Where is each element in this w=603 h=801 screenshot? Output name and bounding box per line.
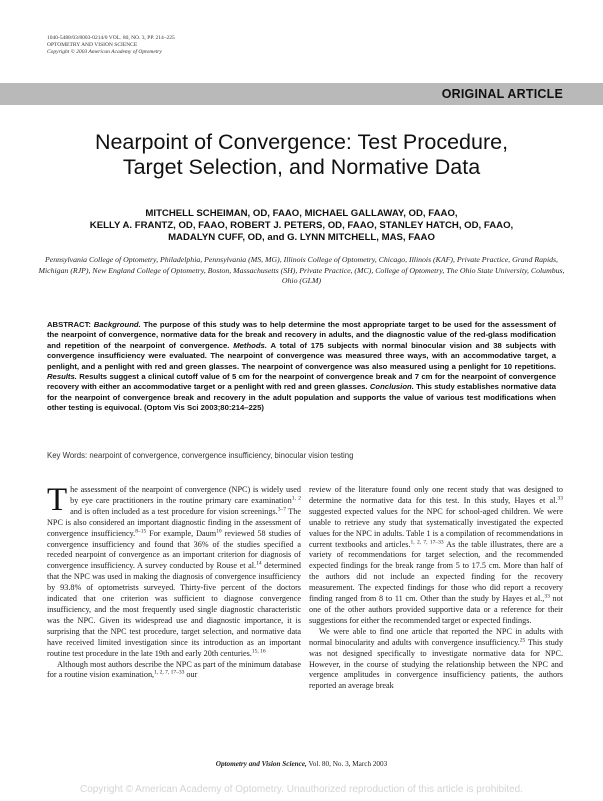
article-title xyxy=(20,130,583,180)
body-text: suggested expected values for the NPC for school-aged children. We were unable to retrieve any study that systematically investigated the expected values for the NPC in adults. Table 1 is a compilation of recommendations in current textbooks and articles. xyxy=(309,506,563,549)
citation: 1, 2, 7, 17–33 xyxy=(154,669,185,676)
body-text: The NPC is also considered an important diagnostic finding in the assessment of convergence insufficiency. xyxy=(47,506,301,538)
body-paragraph xyxy=(47,482,301,660)
citation: 25 xyxy=(519,636,526,643)
abstract-methods-label: Methods. xyxy=(233,340,267,350)
abstract-background-label: Background. xyxy=(93,320,141,329)
drop-cap: T xyxy=(47,482,68,518)
author-line-2: KELLY A. FRANTZ, OD, FAAO, ROBERT J. PETERS, OD, FAAO, STANLEY HATCH, OD, FAAO, xyxy=(89,220,514,231)
author-list xyxy=(30,208,573,244)
body-column-left xyxy=(47,482,301,681)
page-footer xyxy=(0,760,603,768)
section-label: ORIGINAL ARTICLE xyxy=(441,87,563,101)
footer-issue: Vol. 80, No. 3, March 2003 xyxy=(306,760,388,768)
body-text: not one of the other authors provided supportive data or a reference for their suggestions for either the recommended target or expected findings. xyxy=(309,594,563,625)
body-text: and is often included as a test procedure for vision screenings. xyxy=(70,506,278,516)
body-text: our xyxy=(184,670,198,680)
abstract-label: ABSTRACT: xyxy=(47,320,91,329)
abstract xyxy=(47,320,556,414)
citation: 8–15 xyxy=(135,527,147,534)
copyright-line: Copyright © 2003 American Academy of Optometry xyxy=(47,49,162,55)
body-text: review of the literature found only one recent study that was designed to determine the normative data for this test. In this study, Hayes et al. xyxy=(309,485,563,505)
keywords: Key Words: nearpoint of convergence, convergence insufficiency, binocular vision testing xyxy=(47,451,354,460)
affiliations: Pennsylvania College of Optometry, Philadelphia, Pennsylvania (MS, MG), Illinois College of Optometry, Chicago, Illinois (KAF), Private Practice, Grand Rapids, Michigan (RJP), New England College of Optometry, Boston, Massachusetts (SH), Private Practice, (MC), College of Optometry, The Ohio State University, Columbus, Ohio (GLM) xyxy=(38,255,565,285)
body-text: he assessment of the nearpoint of convergence (NPC) is widely used by eye care practitioners in the routine primary care examination xyxy=(70,485,301,505)
abstract-results-text: Results suggest a clinical cutoff value of 5 cm for the nearpoint of convergence break and 7 cm for the nearpoint of convergence recovery with either an accommodative target or a penlight with red and green glasses. xyxy=(47,372,556,392)
abstract-results-label: Results. xyxy=(47,372,77,382)
body-text: We were able to find one article that reported the NPC in adults with normal binocularity and adults with convergence insufficiency. xyxy=(309,626,563,647)
body-paragraph xyxy=(47,660,301,682)
abstract-background-text: The purpose of this study was to help determine the most appropriate target to be used for the assessment of the nearpoint of convergence, normative data for the break and recovery in adults, and the diagnostic value of the red-glass modification and repetition of the nearpoint of convergence. xyxy=(47,320,557,350)
citation: 3–7 xyxy=(277,506,286,513)
body-text: Although most authors describe the NPC as part of the minimum database for a routine vision examination, xyxy=(47,659,301,680)
author-line-1: MITCHELL SCHEIMAN, OD, FAAO, MICHAEL GALLAWAY, OD, FAAO, xyxy=(145,208,458,219)
header-meta xyxy=(47,35,347,56)
title-line-2: Target Selection, and Normative Data xyxy=(122,155,481,179)
body-text: reviewed 58 studies of convergence insufficiency and found that 36% of the studies specified a receded nearpoint of convergence as an important criterion for diagnosis of convergence insufficiency. A survey conducted by Rouse et al. xyxy=(47,528,301,571)
abstract-conclusion-label: Conclusion. xyxy=(369,382,414,392)
journal-line: OPTOMETRY AND VISION SCIENCE xyxy=(47,42,138,48)
footer-journal: Optometry and Vision Science, xyxy=(215,760,307,768)
citation: 15, 16 xyxy=(251,647,266,654)
citation: 10 xyxy=(216,527,222,534)
citation: 1, 2, 7, 17–33 xyxy=(410,538,444,545)
citation: 33 xyxy=(544,593,550,600)
body-text: This study was not designed specifically to investigate normative data for NPC. However, in the course of studying the relationship between the NPC and vergence amplitudes in convergence insufficiency patients, the authors reported an average break xyxy=(309,637,563,691)
citation: 1, 2 xyxy=(291,495,301,502)
body-text: As the table illustrates, there are a variety of recommendations for target selection, and the recommended expected findings for the break range from 5 to 17.5 cm. More than half of the authors did not include an expected finding for the recovery measurement. The expected findings for those who did report a recovery finding ranged from 8 to 11 cm. Other than the study by Hayes et al., xyxy=(309,539,564,604)
body-column-right xyxy=(309,485,563,692)
issn-line: 1040-5488/03/8003-0214/0 VOL. 80, NO. 3, PP. 214–225 xyxy=(47,35,175,41)
title-line-1: Nearpoint of Convergence: Test Procedure, xyxy=(94,130,509,154)
copyright-watermark: Copyright © American Academy of Optometry. Unauthorized reproduction of this article is prohibited. xyxy=(80,784,523,795)
body-text: determined that the NPC was used in making the diagnosis of convergence insufficiency by 93.8% of optometrists surveyed. Thirty-five percent of the doctors indicated that one criterion was sufficient to diagnose convergence insufficiency, and the most frequently used single diagnostic characteristic was the NPC. Given its widespread use and diagnostic importance, it is surprising that the NPC test procedure, target selection, and normative data have received limited investigation since its introduction as an important routine test procedure in the late 19th and early 20th centuries. xyxy=(47,561,301,658)
body-text: For example, Daum xyxy=(146,528,217,538)
body-paragraph xyxy=(309,485,563,627)
citation: 14 xyxy=(256,560,262,567)
abstract-conclusion-text: This study establishes normative data for the nearpoint of convergence break and recovery in the adult population and supports the value of various test modifications when other testing is equivocal. (Optom Vis Sci 2003;80:214–225) xyxy=(47,382,556,413)
abstract-methods-text: A total of 175 subjects with normal binocular vision and 38 subjects with convergence insufficiency were evaluated. The nearpoint of convergence was measured three ways, with an accommodative target, a penlight, and a penlight with red and green glasses. The nearpoint of convergence was also measured using a penlight for 10 repetitions. xyxy=(47,340,556,371)
citation: 33 xyxy=(557,495,563,502)
body-paragraph xyxy=(309,627,563,692)
section-band xyxy=(0,83,603,105)
author-line-3: MADALYN CUFF, OD, and G. LYNN MITCHELL, MAS, FAAO xyxy=(168,232,435,243)
